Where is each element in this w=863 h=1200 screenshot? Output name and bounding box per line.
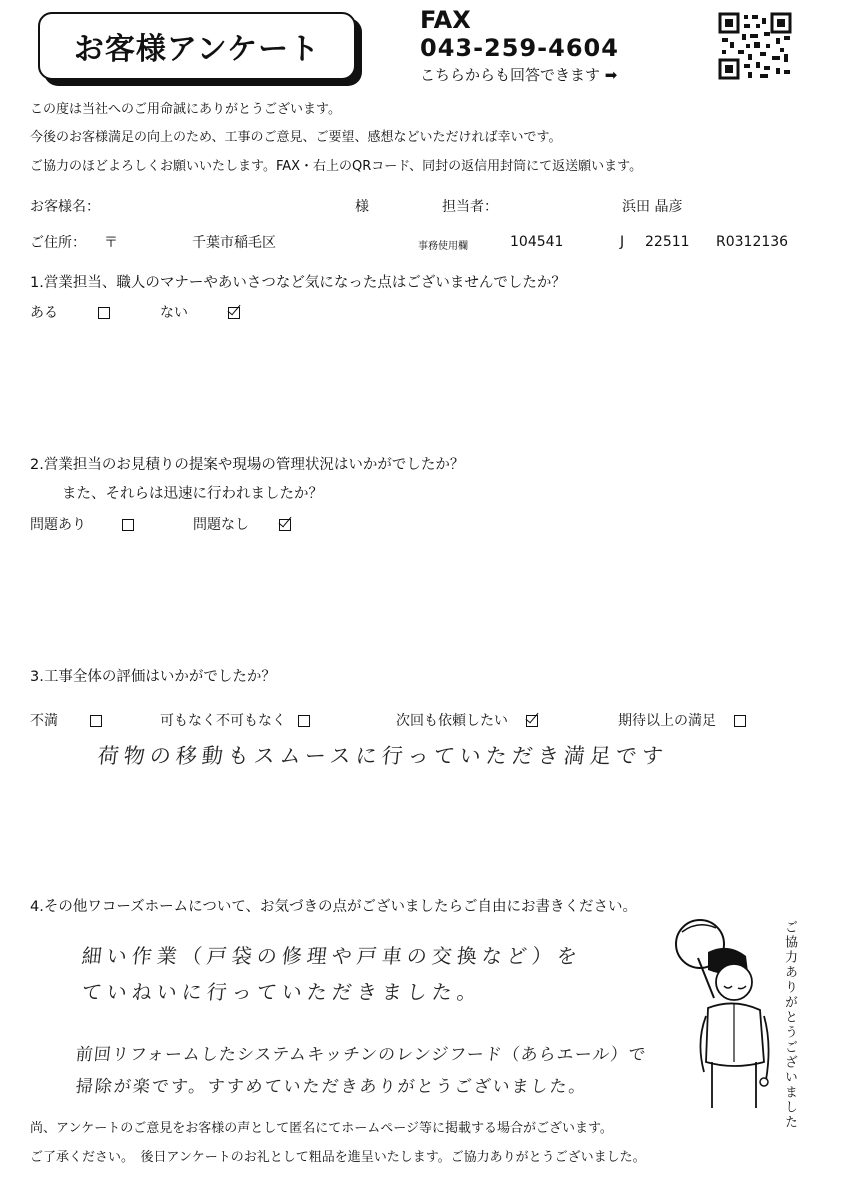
q3-checkbox-dissatisfied[interactable] [90, 715, 102, 727]
vertical-thanks-note: ご協力ありがとうございました [782, 920, 797, 1130]
q4-answer-line-2: ていねいに行っていただきました。 [80, 980, 484, 1004]
q1-checkbox-nai[interactable] [228, 307, 240, 319]
postal-mark: 〒 [104, 235, 118, 251]
q3-option-dissatisfied-label: 不満 [30, 713, 58, 729]
q2-option-no-problem-label: 問題なし [193, 517, 249, 533]
q3-option-beyond-expectation[interactable] [618, 710, 746, 730]
survey-title-box [38, 12, 356, 80]
q3-checkbox-neutral[interactable] [298, 715, 310, 727]
survey-title: お客様アンケート [73, 32, 321, 67]
intro-line-3: ご協力のほどよろしくお願いいたします。FAX・右上のQRコード、同封の返信用封筒にて返送願います。 [30, 159, 643, 174]
q3-option-neutral-label: 可もなく不可もなく [160, 713, 286, 729]
q2-checkbox-no-problem[interactable] [279, 519, 291, 531]
q2-option-no-problem[interactable] [193, 514, 291, 534]
q3-option-dissatisfied[interactable] [30, 710, 102, 730]
footer-line-1: 尚、アンケートのご意見をお客様の声として匿名にてホームページ等に掲載する場合がございます。 [30, 1121, 613, 1136]
q3-option-neutral[interactable] [160, 710, 310, 730]
q3-option-beyond-expectation-label: 期待以上の満足 [618, 713, 716, 729]
q4-answer-line-4: 掃除が楽です。すすめていただきありがとうございました。 [74, 1077, 589, 1097]
q1-question: 1.営業担当、職人のマナーやあいさつなど気になった点はございませんでしたか？ [30, 275, 566, 291]
q2-question: 2.営業担当のお見積りの提案や現場の管理状況はいかがでしたか？ [30, 457, 465, 473]
customer-name-label: お客様名： [30, 199, 100, 215]
q3-handwritten-answer: 荷物の移動もスムースに行っていただき満足です [96, 744, 670, 768]
q1-checkbox-aru[interactable] [98, 307, 110, 319]
q3-option-request-again[interactable] [396, 710, 538, 730]
qr-code-icon [718, 12, 792, 80]
intro-line-1: この度は当社へのご用命誠にありがとうございます。 [30, 102, 341, 117]
q1-option-aru[interactable] [30, 302, 110, 322]
office-code-4: R0312136 [716, 234, 789, 250]
q1-option-nai-label: ない [160, 305, 188, 321]
address-value: 千葉市稲毛区 [192, 235, 276, 251]
qr-note: こちらからも回答できます ➡ [420, 66, 618, 84]
footer-line-2: ご了承ください。 後日アンケートのお礼として粗品を進呈いたします。ご協力ありがとうございました。 [30, 1150, 646, 1165]
address-label: ご住所： [30, 235, 86, 251]
q4-answer-line-1: 細い作業（戸袋の修理や戸車の交換など）を [80, 944, 584, 968]
fax-number: 043-259-4604 [420, 34, 619, 62]
q2-option-problem[interactable] [30, 514, 134, 534]
fax-label: FAX [420, 6, 471, 34]
q2-option-problem-label: 問題あり [30, 517, 86, 533]
bowing-worker-illustration [668, 912, 778, 1112]
office-use-label: 事務使用欄 [418, 241, 468, 252]
staff-label: 担当者： [442, 199, 498, 215]
office-code-1: 104541 [510, 234, 564, 250]
office-code-3: 22511 [645, 234, 690, 250]
q1-option-aru-label: ある [30, 305, 58, 321]
office-code-2: J [620, 234, 625, 250]
q3-checkbox-beyond-expectation[interactable] [734, 715, 746, 727]
q3-option-request-again-label: 次回も依頼したい [396, 713, 508, 729]
q3-checkbox-request-again[interactable] [526, 715, 538, 727]
honorific: 様 [355, 199, 369, 215]
q1-option-nai[interactable] [160, 302, 240, 322]
q3-question: 3.工事全体の評価はいかがでしたか？ [30, 669, 276, 685]
intro-line-2: 今後のお客様満足の向上のため、工事のご意見、ご要望、感想などいただければ幸いです。 [30, 130, 562, 145]
q2-question-2: また、それらは迅速に行われましたか？ [62, 486, 323, 502]
q2-checkbox-problem[interactable] [122, 519, 134, 531]
q4-answer-line-3: 前回リフォームしたシステムキッチンのレンジフード（あらエール）で [74, 1045, 648, 1065]
q4-question: 4.その他ワコーズホームについて、お気づきの点がございましたらご自由にお書きください。 [30, 899, 638, 915]
staff-name: 浜田 晶彦 [622, 199, 683, 215]
